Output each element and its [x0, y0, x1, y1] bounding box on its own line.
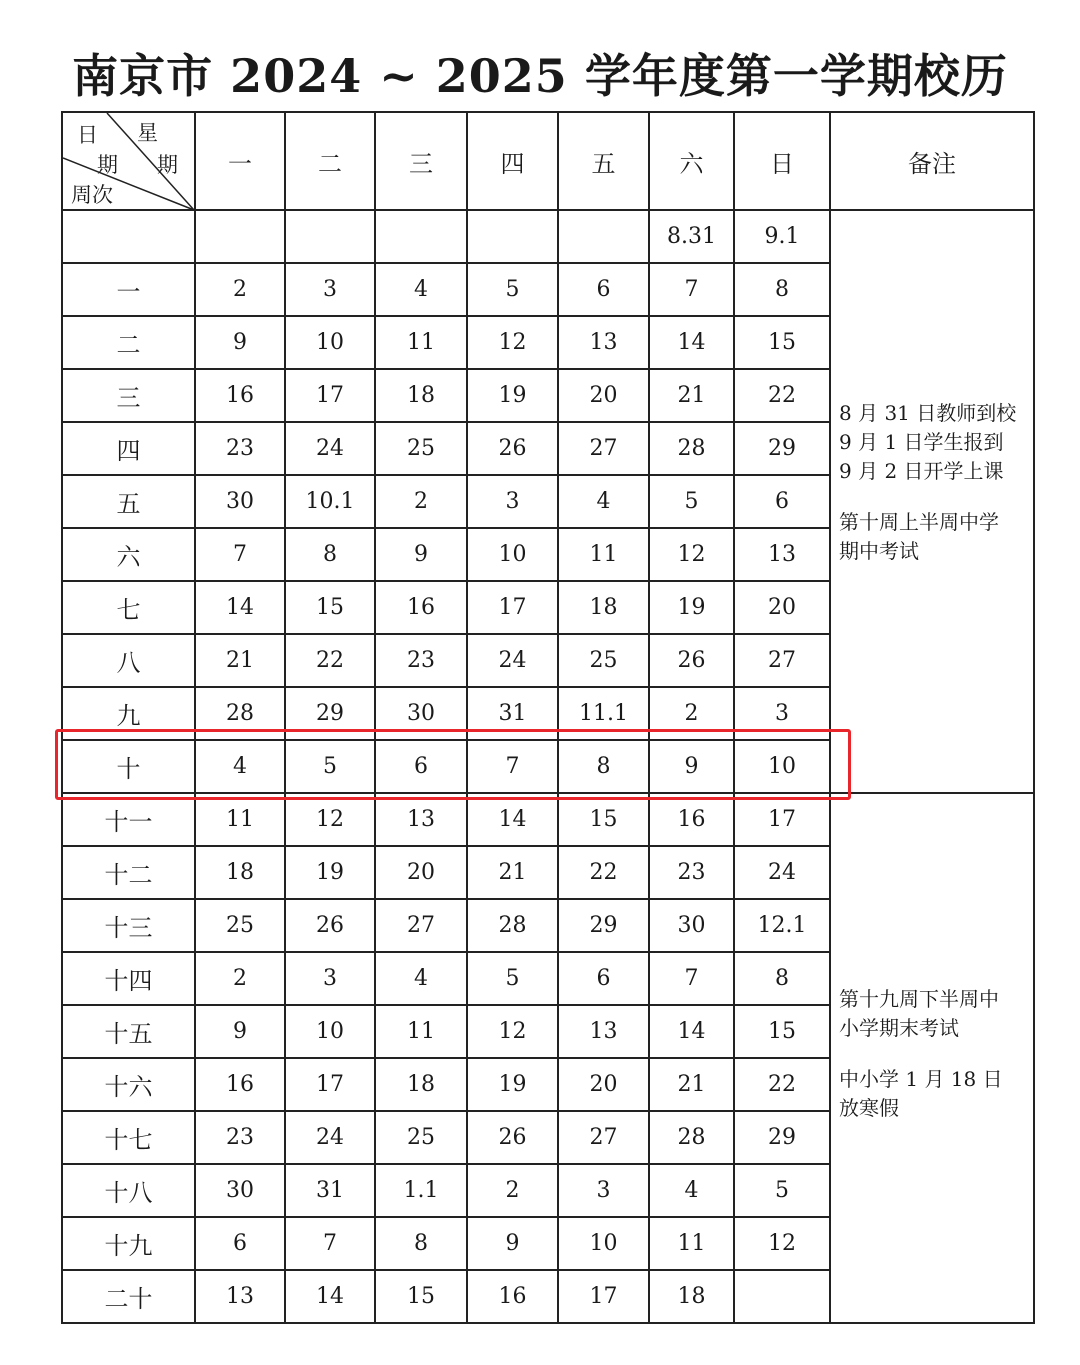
- week-number-cell: 十一: [62, 793, 195, 846]
- date-cell: 5: [734, 1164, 830, 1217]
- date-cell: 10: [734, 740, 830, 793]
- date-cell: 12.1: [734, 899, 830, 952]
- date-cell: 24: [734, 846, 830, 899]
- date-cell: 16: [195, 1058, 285, 1111]
- date-cell: 30: [649, 899, 734, 952]
- date-cell: 22: [558, 846, 649, 899]
- date-cell: 8.31: [649, 210, 734, 263]
- date-cell: 28: [467, 899, 558, 952]
- date-cell: 28: [649, 1111, 734, 1164]
- week-number-cell: 二十: [62, 1270, 195, 1323]
- week-number-cell: 十九: [62, 1217, 195, 1270]
- date-cell: 4: [375, 952, 467, 1005]
- date-cell: 10: [467, 528, 558, 581]
- date-cell: 2: [195, 263, 285, 316]
- date-cell: 30: [195, 475, 285, 528]
- date-cell: [467, 210, 558, 263]
- date-cell: 29: [734, 422, 830, 475]
- week-number-cell: 十八: [62, 1164, 195, 1217]
- date-cell: 21: [649, 369, 734, 422]
- date-cell: [375, 210, 467, 263]
- date-cell: 12: [467, 316, 558, 369]
- date-cell: 10: [285, 316, 375, 369]
- week-number-cell: 四: [62, 422, 195, 475]
- date-cell: 15: [375, 1270, 467, 1323]
- date-cell: 5: [467, 952, 558, 1005]
- week-number-cell: 十: [62, 740, 195, 793]
- date-cell: 14: [467, 793, 558, 846]
- date-cell: 6: [195, 1217, 285, 1270]
- date-cell: 2: [195, 952, 285, 1005]
- header-row: [62, 112, 1034, 210]
- date-cell: [195, 210, 285, 263]
- date-cell: 4: [195, 740, 285, 793]
- date-cell: 7: [285, 1217, 375, 1270]
- corner-label-qi-right: 期: [157, 153, 178, 177]
- date-cell: 27: [375, 899, 467, 952]
- remarks-cell-first-half: [830, 210, 1034, 793]
- date-cell: 10: [558, 1217, 649, 1270]
- date-cell: 5: [467, 263, 558, 316]
- date-cell: 16: [195, 369, 285, 422]
- date-cell: 8: [375, 1217, 467, 1270]
- remark-line: 第十周上半周中学: [839, 510, 999, 534]
- page-title: 南京市 2024 ~ 2025 学年度第一学期校历: [72, 49, 1008, 103]
- date-cell: 6: [375, 740, 467, 793]
- date-cell: 24: [285, 1111, 375, 1164]
- date-cell: 24: [467, 634, 558, 687]
- remark-line: 8 月 31 日教师到校: [839, 401, 1017, 425]
- date-cell: 1.1: [375, 1164, 467, 1217]
- date-cell: 20: [734, 581, 830, 634]
- date-cell: 13: [734, 528, 830, 581]
- remarks-cell-second-half: [830, 793, 1034, 1323]
- header-remarks: 备注: [830, 112, 1034, 210]
- date-cell: 23: [195, 1111, 285, 1164]
- date-cell: 13: [375, 793, 467, 846]
- date-cell: 20: [558, 1058, 649, 1111]
- date-cell: 19: [649, 581, 734, 634]
- date-cell: 14: [649, 1005, 734, 1058]
- week-number-cell: 十二: [62, 846, 195, 899]
- date-cell: 18: [375, 1058, 467, 1111]
- date-cell: 23: [649, 846, 734, 899]
- date-cell: 14: [195, 581, 285, 634]
- date-cell: 20: [558, 369, 649, 422]
- week-number-cell: 八: [62, 634, 195, 687]
- date-cell: 2: [375, 475, 467, 528]
- corner-label-xing: 星: [137, 121, 158, 145]
- week-number-cell: 三: [62, 369, 195, 422]
- date-cell: 14: [285, 1270, 375, 1323]
- date-cell: 29: [558, 899, 649, 952]
- header-day-sun: 日: [734, 112, 830, 210]
- date-cell: 9: [375, 528, 467, 581]
- date-cell: 25: [375, 1111, 467, 1164]
- date-cell: 3: [558, 1164, 649, 1217]
- corner-label-zhouci: 周次: [71, 183, 113, 207]
- date-cell: 10.1: [285, 475, 375, 528]
- date-cell: 17: [285, 369, 375, 422]
- week-number-cell: 十三: [62, 899, 195, 952]
- remark-line: 小学期末考试: [839, 1016, 959, 1040]
- week-number-cell: 九: [62, 687, 195, 740]
- date-cell: 9: [195, 316, 285, 369]
- date-cell: 27: [558, 422, 649, 475]
- date-cell: 17: [285, 1058, 375, 1111]
- date-cell: 7: [649, 263, 734, 316]
- date-cell: 2: [649, 687, 734, 740]
- date-cell: 9: [195, 1005, 285, 1058]
- remark-line: 放寒假: [839, 1096, 899, 1120]
- corner-label-qi-left: 期: [97, 153, 118, 177]
- date-cell: 24: [285, 422, 375, 475]
- date-cell: 11: [195, 793, 285, 846]
- date-cell: 31: [285, 1164, 375, 1217]
- date-cell: 22: [285, 634, 375, 687]
- date-cell: 23: [195, 422, 285, 475]
- date-cell: 22: [734, 1058, 830, 1111]
- week-number-cell: 十四: [62, 952, 195, 1005]
- header-day-thu: 四: [467, 112, 558, 210]
- date-cell: 16: [375, 581, 467, 634]
- date-cell: 28: [649, 422, 734, 475]
- date-cell: 17: [467, 581, 558, 634]
- date-cell: 26: [285, 899, 375, 952]
- date-cell: 12: [285, 793, 375, 846]
- date-cell: 28: [195, 687, 285, 740]
- header-day-fri: 五: [558, 112, 649, 210]
- week-number-cell: [62, 210, 195, 263]
- date-cell: 16: [649, 793, 734, 846]
- date-cell: 16: [467, 1270, 558, 1323]
- date-cell: 9.1: [734, 210, 830, 263]
- date-cell: 6: [558, 952, 649, 1005]
- date-cell: 27: [734, 634, 830, 687]
- date-cell: 2: [467, 1164, 558, 1217]
- date-cell: 8: [558, 740, 649, 793]
- date-cell: 13: [558, 1005, 649, 1058]
- date-cell: 9: [649, 740, 734, 793]
- date-cell: [285, 210, 375, 263]
- date-cell: 8: [734, 263, 830, 316]
- header-day-mon: 一: [195, 112, 285, 210]
- week-number-cell: 十六: [62, 1058, 195, 1111]
- date-cell: 17: [734, 793, 830, 846]
- date-cell: [734, 1270, 830, 1323]
- remark-line: 9 月 2 日开学上课: [839, 459, 1004, 483]
- date-cell: 31: [467, 687, 558, 740]
- date-cell: 11: [375, 1005, 467, 1058]
- header-day-sat: 六: [649, 112, 734, 210]
- date-cell: 15: [734, 1005, 830, 1058]
- week-number-cell: 十七: [62, 1111, 195, 1164]
- date-cell: 20: [375, 846, 467, 899]
- header-day-wed: 三: [375, 112, 467, 210]
- week-number-cell: 一: [62, 263, 195, 316]
- date-cell: 12: [734, 1217, 830, 1270]
- corner-label-ri: 日: [77, 123, 98, 147]
- date-cell: 5: [649, 475, 734, 528]
- date-cell: 12: [467, 1005, 558, 1058]
- date-cell: 14: [649, 316, 734, 369]
- date-cell: 11.1: [558, 687, 649, 740]
- date-cell: 4: [375, 263, 467, 316]
- corner-header-cell: [62, 112, 195, 210]
- date-cell: 25: [375, 422, 467, 475]
- table-row: [62, 793, 1034, 846]
- date-cell: 18: [558, 581, 649, 634]
- date-cell: 11: [649, 1217, 734, 1270]
- highlight-box-week-10: [55, 729, 851, 800]
- date-cell: 29: [285, 687, 375, 740]
- date-cell: 25: [558, 634, 649, 687]
- remark-line: 9 月 1 日学生报到: [839, 430, 1004, 454]
- date-cell: 18: [375, 369, 467, 422]
- date-cell: 18: [649, 1270, 734, 1323]
- date-cell: 4: [649, 1164, 734, 1217]
- header-day-tue: 二: [285, 112, 375, 210]
- week-number-cell: 七: [62, 581, 195, 634]
- date-cell: 19: [467, 1058, 558, 1111]
- remark-line: 第十九周下半周中: [839, 987, 999, 1011]
- date-cell: 8: [285, 528, 375, 581]
- table-row: [62, 210, 1034, 263]
- date-cell: 4: [558, 475, 649, 528]
- date-cell: 3: [467, 475, 558, 528]
- date-cell: 6: [558, 263, 649, 316]
- date-cell: 21: [467, 846, 558, 899]
- date-cell: 30: [375, 687, 467, 740]
- week-number-cell: 十五: [62, 1005, 195, 1058]
- week-number-cell: 二: [62, 316, 195, 369]
- date-cell: 25: [195, 899, 285, 952]
- date-cell: 15: [558, 793, 649, 846]
- date-cell: 10: [285, 1005, 375, 1058]
- date-cell: 3: [285, 952, 375, 1005]
- date-cell: 6: [734, 475, 830, 528]
- date-cell: 8: [734, 952, 830, 1005]
- calendar-table: [61, 111, 1035, 1324]
- date-cell: 26: [467, 422, 558, 475]
- date-cell: [558, 210, 649, 263]
- date-cell: 7: [195, 528, 285, 581]
- date-cell: 17: [558, 1270, 649, 1323]
- date-cell: 19: [285, 846, 375, 899]
- date-cell: 19: [467, 369, 558, 422]
- week-number-cell: 六: [62, 528, 195, 581]
- date-cell: 21: [649, 1058, 734, 1111]
- date-cell: 27: [558, 1111, 649, 1164]
- date-cell: 21: [195, 634, 285, 687]
- date-cell: 15: [734, 316, 830, 369]
- date-cell: 7: [467, 740, 558, 793]
- date-cell: 11: [375, 316, 467, 369]
- date-cell: 26: [649, 634, 734, 687]
- date-cell: 3: [285, 263, 375, 316]
- date-cell: 29: [734, 1111, 830, 1164]
- remark-line: 中小学 1 月 18 日: [839, 1067, 1003, 1091]
- date-cell: 13: [195, 1270, 285, 1323]
- date-cell: 9: [467, 1217, 558, 1270]
- date-cell: 23: [375, 634, 467, 687]
- date-cell: 15: [285, 581, 375, 634]
- date-cell: 26: [467, 1111, 558, 1164]
- date-cell: 18: [195, 846, 285, 899]
- date-cell: 11: [558, 528, 649, 581]
- date-cell: 7: [649, 952, 734, 1005]
- date-cell: 12: [649, 528, 734, 581]
- remark-line: 期中考试: [839, 539, 919, 563]
- date-cell: 30: [195, 1164, 285, 1217]
- date-cell: 13: [558, 316, 649, 369]
- week-number-cell: 五: [62, 475, 195, 528]
- date-cell: 22: [734, 369, 830, 422]
- date-cell: 3: [734, 687, 830, 740]
- date-cell: 5: [285, 740, 375, 793]
